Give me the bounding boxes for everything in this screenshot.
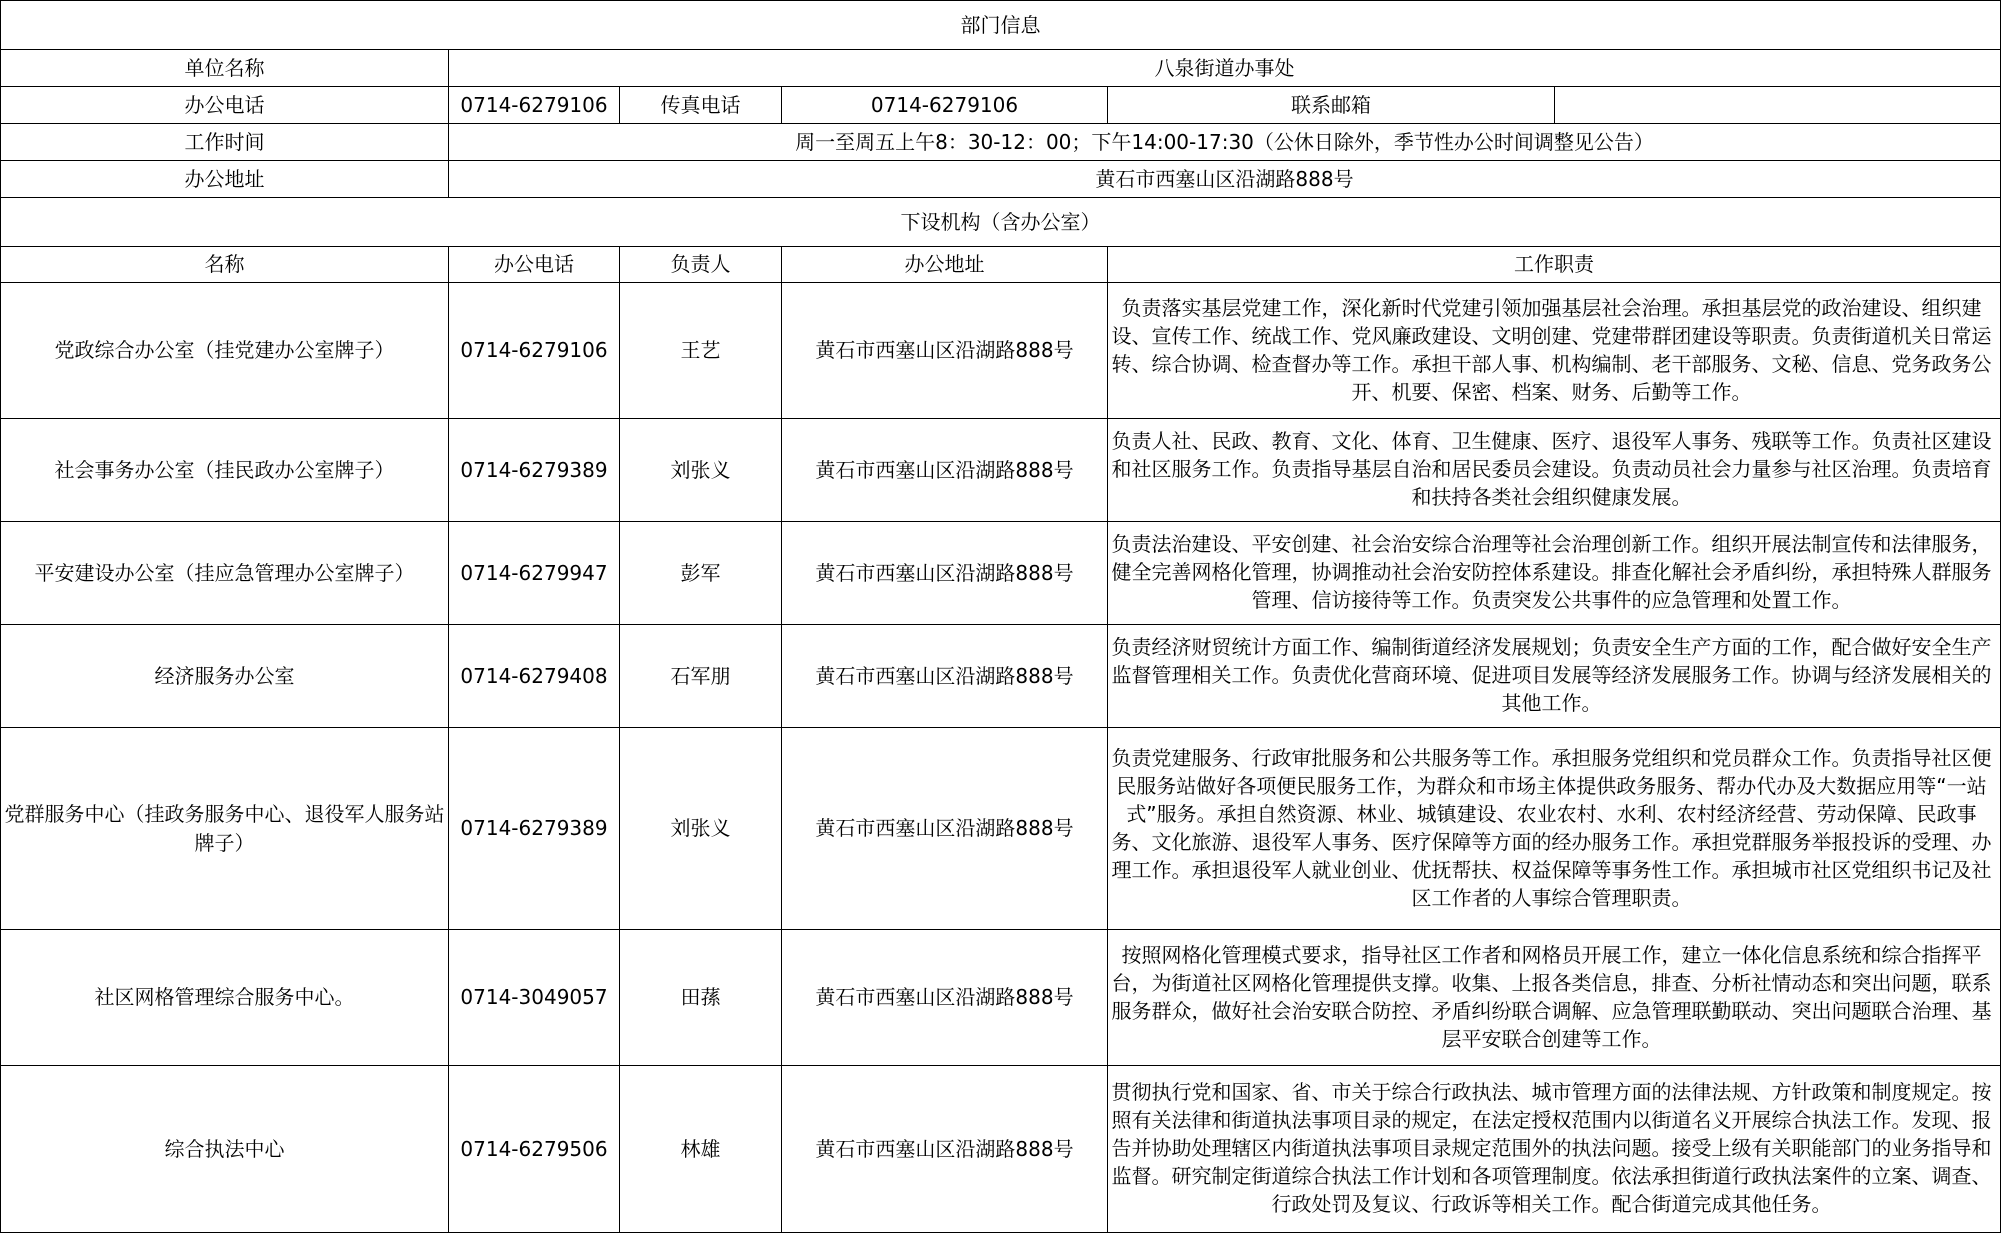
org-phone: 0714-6279389: [449, 419, 620, 522]
table-row: [1, 1066, 2001, 1233]
address-row: [1, 161, 2001, 198]
org-head: 刘张义: [620, 419, 782, 522]
org-duty: 负责人社、民政、教育、文化、体育、卫生健康、医疗、退役军人事务、残联等工作。负责社区建设和社区服务工作。负责指导基层自治和居民委员会建设。负责动员社会力量参与社区治理。负责培育和扶持各类社会组织健康发展。: [1108, 419, 2001, 522]
org-head: 田蓀: [620, 930, 782, 1066]
org-duty: 按照网格化管理模式要求，指导社区工作者和网格员开展工作，建立一体化信息系统和综合指挥平台，为街道社区网格化管理提供支撑。收集、上报各类信息，排查、分析社情动态和突出问题，联系服务群众，做好社会治安联合防控、矛盾纠纷联合调解、应急管理联勤联动、突出问题联合治理、基层平安联合创建等工作。: [1108, 930, 2001, 1066]
org-phone: 0714-6279506: [449, 1066, 620, 1233]
org-head: 林雄: [620, 1066, 782, 1233]
table-row: [1, 522, 2001, 625]
work-hours-label: 工作时间: [1, 124, 449, 161]
org-duty: 负责经济财贸统计方面工作、编制街道经济发展规划；负责安全生产方面的工作，配合做好安全生产监督管理相关工作。负责优化营商环境、促进项目发展等经济发展服务工作。协调与经济发展相关的其他工作。: [1108, 625, 2001, 728]
table-row: [1, 419, 2001, 522]
org-name: 党群服务中心（挂政务服务中心、退役军人服务站牌子）: [1, 728, 449, 930]
org-head: 刘张义: [620, 728, 782, 930]
unit-name-label: 单位名称: [1, 50, 449, 87]
org-address: 黄石市西塞山区沿湖路888号: [782, 625, 1108, 728]
org-address: 黄石市西塞山区沿湖路888号: [782, 419, 1108, 522]
org-phone: 0714-6279408: [449, 625, 620, 728]
contact-row: [1, 87, 2001, 124]
org-phone: 0714-6279389: [449, 728, 620, 930]
col-header-phone: 办公电话: [449, 247, 620, 283]
org-address: 黄石市西塞山区沿湖路888号: [782, 728, 1108, 930]
table-row: [1, 930, 2001, 1066]
org-name: 经济服务办公室: [1, 625, 449, 728]
office-phone-label: 办公电话: [1, 87, 449, 124]
sub-title-row: [1, 198, 2001, 247]
col-header-duty: 工作职责: [1108, 247, 2001, 283]
org-name: 综合执法中心: [1, 1066, 449, 1233]
org-phone: 0714-6279947: [449, 522, 620, 625]
org-duty: 负责党建服务、行政审批服务和公共服务等工作。承担服务党组织和党员群众工作。负责指导社区便民服务站做好各项便民服务工作，为群众和市场主体提供政务服务、帮办代办及大数据应用等“一站式”服务。承担自然资源、林业、城镇建设、农业农村、水利、农村经济经营、劳动保障、民政事务、文化旅游、退役军人事务、医疗保障等方面的经办服务工作。承担党群服务举报投诉的受理、办理工作。承担退役军人就业创业、优抚帮扶、权益保障等事务性工作。承担城市社区党组织书记及社区工作者的人事综合管理职责。: [1108, 728, 2001, 930]
org-phone: 0714-6279106: [449, 283, 620, 419]
table-row: [1, 728, 2001, 930]
org-address: 黄石市西塞山区沿湖路888号: [782, 1066, 1108, 1233]
org-phone: 0714-3049057: [449, 930, 620, 1066]
org-address: 黄石市西塞山区沿湖路888号: [782, 930, 1108, 1066]
org-name: 党政综合办公室（挂党建办公室牌子）: [1, 283, 449, 419]
hours-row: [1, 124, 2001, 161]
email-label: 联系邮箱: [1108, 87, 1555, 124]
org-name: 社区网格管理综合服务中心。: [1, 930, 449, 1066]
col-header-head: 负责人: [620, 247, 782, 283]
org-address: 黄石市西塞山区沿湖路888号: [782, 283, 1108, 419]
org-name: 社会事务办公室（挂民政办公室牌子）: [1, 419, 449, 522]
fax-value: 0714-6279106: [782, 87, 1108, 124]
office-address-label: 办公地址: [1, 161, 449, 198]
org-head: 彭军: [620, 522, 782, 625]
org-address: 黄石市西塞山区沿湖路888号: [782, 522, 1108, 625]
office-phone-value: 0714-6279106: [449, 87, 620, 124]
org-name: 平安建设办公室（挂应急管理办公室牌子）: [1, 522, 449, 625]
unit-name-row: [1, 50, 2001, 87]
org-head: 王艺: [620, 283, 782, 419]
table-title: 部门信息: [1, 1, 2001, 50]
sub-org-title: 下设机构（含办公室）: [1, 198, 2001, 247]
unit-name-value: 八泉街道办事处: [449, 50, 2001, 87]
work-hours-value: 周一至周五上午8：30-12：00；下午14:00-17:30（公休日除外，季节性办公时间调整见公告）: [449, 124, 2001, 161]
email-value: [1555, 87, 2001, 124]
fax-label: 传真电话: [620, 87, 782, 124]
col-header-address: 办公地址: [782, 247, 1108, 283]
table-row: [1, 625, 2001, 728]
org-duty: 负责落实基层党建工作，深化新时代党建引领加强基层社会治理。承担基层党的政治建设、组织建设、宣传工作、统战工作、党风廉政建设、文明创建、党建带群团建设等职责。负责街道机关日常运转、综合协调、检查督办等工作。承担干部人事、机构编制、老干部服务、文秘、信息、党务政务公开、机要、保密、档案、财务、后勤等工作。: [1108, 283, 2001, 419]
org-duty: 负责法治建设、平安创建、社会治安综合治理等社会治理创新工作。组织开展法制宣传和法律服务，健全完善网格化管理，协调推动社会治安防控体系建设。排查化解社会矛盾纠纷，承担特殊人群服务管理、信访接待等工作。负责突发公共事件的应急管理和处置工作。: [1108, 522, 2001, 625]
column-header-row: [1, 247, 2001, 283]
org-duty: 贯彻执行党和国家、省、市关于综合行政执法、城市管理方面的法律法规、方针政策和制度规定。按照有关法律和街道执法事项目录的规定，在法定授权范围内以街道名义开展综合执法工作。发现、报告并协助处理辖区内街道执法事项目录规定范围外的执法问题。接受上级有关职能部门的业务指导和监督。研究制定街道综合执法工作计划和各项管理制度。依法承担街道行政执法案件的立案、调查、行政处罚及复议、行政诉等相关工作。配合街道完成其他任务。: [1108, 1066, 2001, 1233]
title-row: [1, 1, 2001, 50]
col-header-name: 名称: [1, 247, 449, 283]
table-row: [1, 283, 2001, 419]
org-head: 石军朋: [620, 625, 782, 728]
office-address-value: 黄石市西塞山区沿湖路888号: [449, 161, 2001, 198]
